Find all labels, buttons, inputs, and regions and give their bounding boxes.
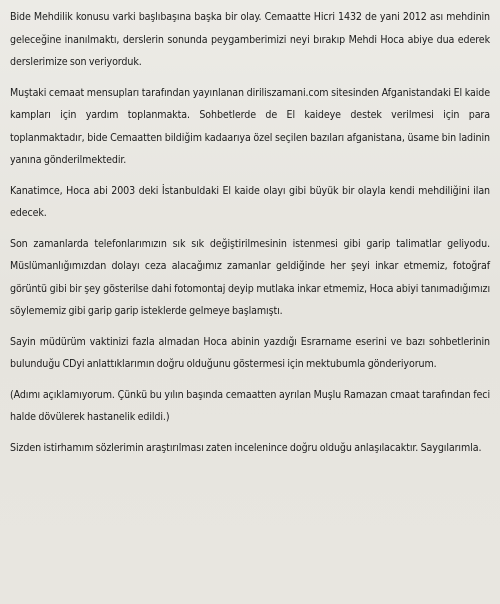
paragraph-closing: Sizden istirhamım sözlerimin araştırılması zaten incelenince doğru olduğu anlaşılacaktır. Saygılarımla. — [10, 441, 482, 454]
paragraph-instructions: Son zamanlarda telefonlarımızın sık sık değiştirilmesinin istenmesi gibi garip talimatlar geliyodu. Müslümanlığımızdan dolayı ceza alacağımız zamanlar geldiğinde her şeyi inkar etmemiz, fotoğraf görüntü gibi bir şey gösterilse dahi fotomontaj deyip mutlaka inkar etmemiz, Hoca abiyi tanımadığımızı söylememiz gibi garip garip isteklerde gelmeye başlamıştı. — [10, 237, 490, 317]
paragraph-mehdilik: Bide Mehdilik konusu varki başlıbaşına başka bir olay. Cemaatte Hicri 1432 de yani 2012 ası mehdinin geleceğine inanılmaktı, derslerin sonunda peygamberimizi neyi bırakıp Mehdi Hoca abiye dua ederek derslerimize son veriyorduk. — [10, 11, 490, 68]
paragraph-anonymity: (Adımı açıklamıyorum. Çünkü bu yılın başında cemaatten ayrılan Muşlu Ramazan cmaat tarafından feci halde dövülerek hastanelik edildi.) — [10, 388, 490, 423]
paragraph-announcement: Kanatimce, Hoca abi 2003 deki İstanbuldaki El kaide olayı gibi büyük bir olayla kendi mehdiliğini ilan edecek. — [10, 184, 490, 219]
paragraph-donations: Muştaki cemaat mensupları tarafından yayınlanan diriliszamani.com sitesinden Afganistandaki El kaide kampları için yardım toplanmakta. Sohbetlerde de El kaideye destek verilmesi için para toplanmaktadır, bide Cemaatten bildiğim kadaarıya özel seçilen bazıları afganistana, üsame bin ladinin yanına gönderilmektedir. — [10, 86, 490, 166]
paragraph-evidence: Sayin müdürüm vaktinizi fazla almadan Hoca abinin yazdığı Esrarname eserini ve bazı sohbetlerinin bulunduğu CDyi anlattıklarımın doğru olduğunu göstermesi için mektubumla gönderiyorum. — [10, 335, 490, 370]
